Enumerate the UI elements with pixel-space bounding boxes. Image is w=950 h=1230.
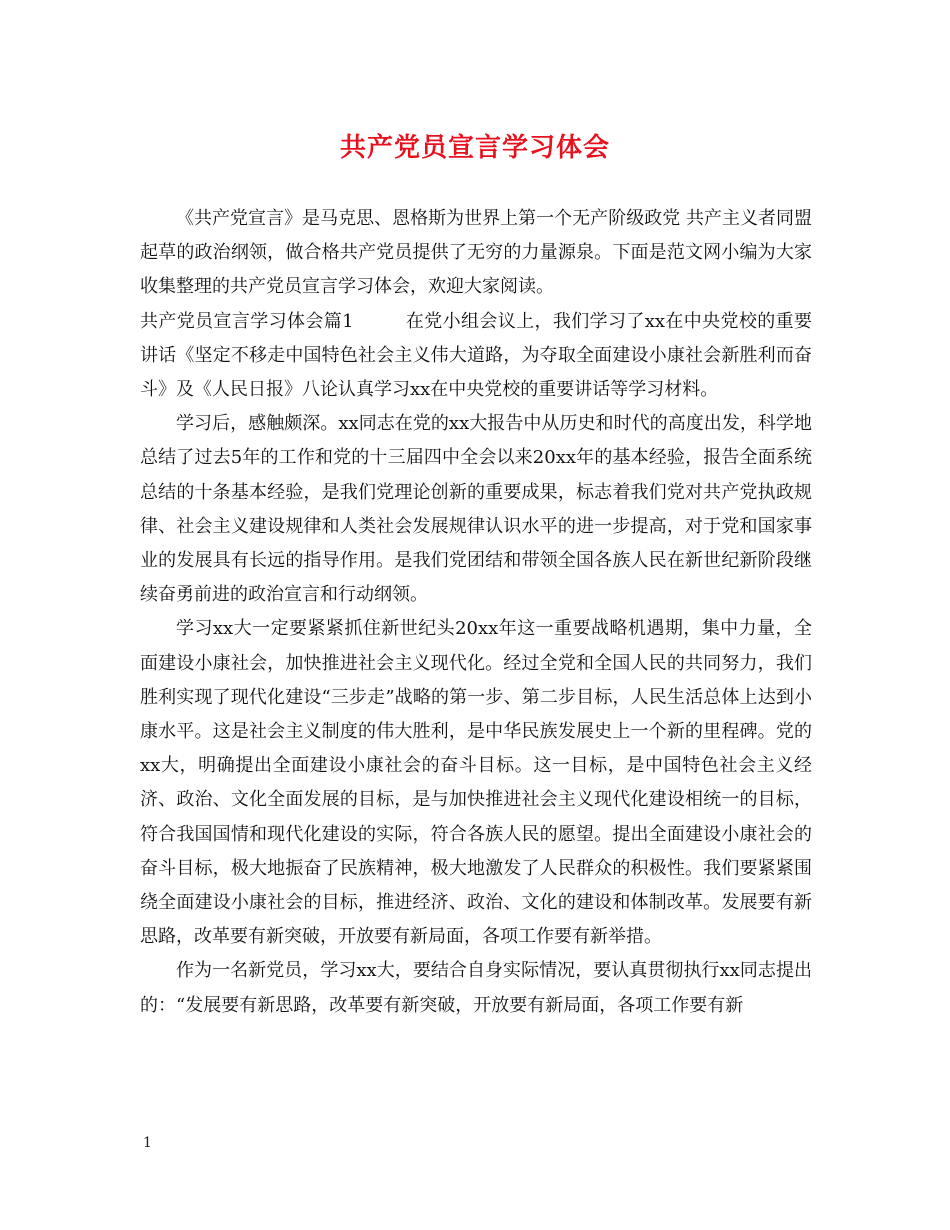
body-paragraph: 作为一名新党员，学习xx大，要结合自身实际情况，要认真贯彻执行xx同志提出的：“发展要有新思路，改革要有新突破，开放要有新局面，各项工作要有新 <box>140 960 812 1016</box>
section-first-text: 在党小组会议上，我们学习了xx在中央党校的重要讲话《坚定不移走中国特色社会主义伟大道路，为夺取全面建设小康社会新胜利而奋斗》及《人民日报》八论认真学习xx在中央党校的重要讲话等学习材料。 <box>140 310 812 401</box>
page-number: 1 <box>143 1135 152 1151</box>
document-body <box>140 202 812 1023</box>
section-first-paragraph <box>140 305 812 408</box>
body-paragraph: 学习后，感触颇深。xx同志在党的xx大报告中从历史和时代的高度出发，科学地总结了过去5年的工作和党的十三届四中全会以来20xx年的基本经验，报告全面系统总结的十条基本经验，是我们党理论创新的重要成果，标志着我们党对共产党执政规律、社会主义建设规律和人类社会发展规律认识水平的进一步提高，对于党和国家事业的发展具有长远的指导作用。是我们党团结和带领全国各族人民在新世纪新阶段继续奋勇前进的政治宣言和行动纲领。 <box>140 413 812 606</box>
section-heading: 共产党员宣言学习体会篇1 <box>140 310 354 332</box>
intro-paragraph: 《共产党宣言》是马克思、恩格斯为世界上第一个无产阶级政党 共产主义者同盟 起草的政治纲领，做合格共产党员提供了无穷的力量源泉。下面是范文网小编为大家收集整理的共产党员宣言学习体会，欢迎大家阅读。 <box>140 208 812 298</box>
body-paragraph: 学习xx大一定要紧紧抓住新世纪头20xx年这一重要战略机遇期，集中力量，全面建设小康社会，加快推进社会主义现代化。经过全党和全国人民的共同努力，我们胜利实现了现代化建设“三步走”战略的第一步、第二步目标，人民生活总体上达到小康水平。这是社会主义制度的伟大胜利，是中华民族发展史上一个新的里程碑。党的xx大，明确提出全面建设小康社会的奋斗目标。这一目标，是中国特色社会主义经济、政治、文化全面发展的目标，是与加快推进社会主义现代化建设相统一的目标，符合我国国情和现代化建设的实际，符合各族人民的愿望。提出全面建设小康社会的奋斗目标，极大地振奋了民族精神，极大地激发了人民群众的积极性。我们要紧紧围绕全面建设小康社会的目标，推进经济、政治、文化的建设和体制改革。发展要有新思路，改革要有新突破，开放要有新局面，各项工作要有新举措。 <box>140 618 812 948</box>
document-title: 共产党员宣言学习体会 <box>339 133 610 163</box>
